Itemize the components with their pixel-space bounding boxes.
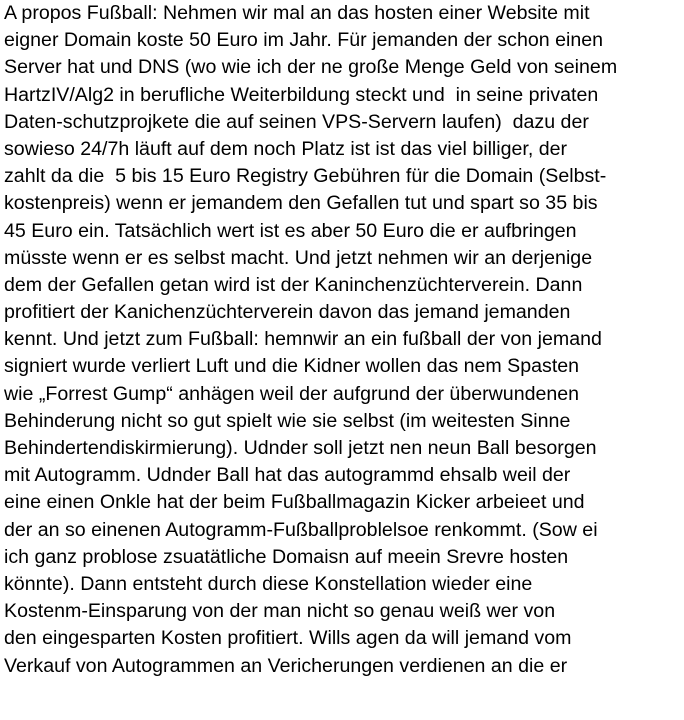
text-line: wie „Forrest Gump“ anhägen weil der aufgrund der überwundenen [4,382,580,405]
document-body [4,0,682,680]
text-line: eigner Domain koste 50 Euro im Jahr. Für jemanden der schon einen [4,29,604,52]
text-line: kennt. Und jetzt zum Fußball: hemnwir an ein fußball der von jemand [4,328,602,351]
text-line: A propos Fußball: Nehmen wir mal an das hosten einer Website mit [4,2,590,24]
text-line: kostenpreis) wenn er jemandem den Gefallen tut und spart so 35 bis [4,192,598,215]
text-line: Kostenm-Einsparung von der man nicht so genau weiß wer von [4,600,556,623]
text-line: der an so einenen Autogramm-Fußballproblelsoe renkommt. (Sow ei [4,518,598,541]
text-line: Daten-schutzprojkete die auf seinen VPS-Servern laufen) dazu der [4,110,589,133]
text-line: den eingesparten Kosten profitiert. Wills agen da will jemand vom [4,627,572,650]
text-line: Verkauf von Autogrammen an Vericherungen verdienen an die er [4,654,568,677]
text-line: signiert wurde verliert Luft und die Kidner wollen das nem Spasten [4,355,580,378]
text-line: dem der Gefallen getan wird ist der Kaninchenzüchterverein. Dann [4,273,583,296]
text-line: könnte). Dann entsteht durch diese Konstellation wieder eine [4,572,533,595]
text-line: eine einen Onkle hat der beim Fußballmagazin Kicker arbeieet und [4,491,585,514]
text-line: profitiert der Kanichenzüchterverein davon das jemand jemanden [4,301,571,324]
text-line: 45 Euro ein. Tatsächlich wert ist es aber 50 Euro die er aufbringen [4,219,577,242]
text-line: Behinderung nicht so gut spielt wie sie selbst (im weitesten Sinne [4,409,571,432]
text-line: müsste wenn er es selbst macht. Und jetzt nehmen wir an derjenige [4,246,593,269]
text-line: ich ganz problose zsuatätliche Domaisn auf meein Srevre hosten [4,545,569,568]
text-line: sowieso 24/7h läuft auf dem noch Platz ist ist das viel billiger, der [4,137,568,160]
text-line: Behindertendiskirmierung). Udnder soll jetzt nen neun Ball besorgen [4,437,597,459]
text-line: mit Autogramm. Udnder Ball hat das autogrammd ehsalb weil der [4,464,571,487]
text-line: Server hat und DNS (wo wie ich der ne große Menge Geld von seinem [4,56,618,79]
text-line: HartzIV/Alg2 in berufliche Weiterbildung steckt und in seine privaten [4,83,599,106]
text-line: zahlt da die 5 bis 15 Euro Registry Gebühren für die Domain (Selbst- [4,165,607,188]
